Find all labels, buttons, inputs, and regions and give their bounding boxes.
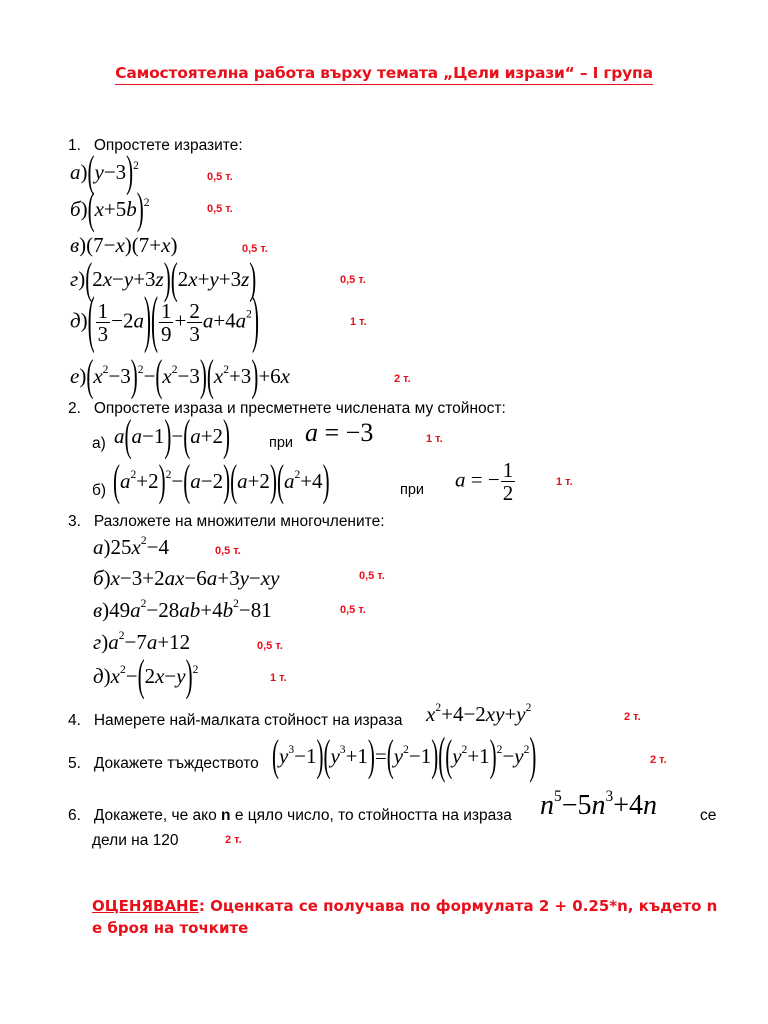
expr-1b: $б)(x+5b)^2$ xyxy=(70,183,150,234)
expr-5: $(y^3-1)(y^3+1)=(y^2-1)((y^2+1)^2-y^2)$ xyxy=(272,726,537,785)
expr-4: $x^2+4-2xy+y^2$ xyxy=(426,702,532,726)
grading-note: ОЦЕНЯВАНЕ: Оценката се получава по формулата 2 + 0.25*n, където n е броя на точките xyxy=(92,897,718,937)
expr-3d: $г)a^2-7a+12$ xyxy=(93,630,191,654)
question-6: 6. Докажете, че ако n е цяло число, то стойността на израза xyxy=(68,807,512,824)
points-3d: 0,5 т. xyxy=(257,640,283,652)
points-4: 2 т. xyxy=(624,711,641,723)
q2a-label: а) xyxy=(92,435,106,452)
expr-2b: $(a^2+2)^2-(a-2)(a+2)(a^2+4)$ xyxy=(113,455,330,506)
expr-1f: $е)(x^2-3)^2-(x^2-3)(x^2+3)+6x$ xyxy=(70,350,290,401)
question-6-line2: дели на 120 xyxy=(92,832,179,849)
points-1c: 0,5 т. xyxy=(242,243,268,255)
q2b-label: б) xyxy=(92,482,107,499)
question-1: 1. Опростете изразите: xyxy=(68,137,243,154)
q2a-value: a = −3 xyxy=(305,418,374,447)
expr-1c: в)(7−x)(7+x) xyxy=(70,233,178,257)
points-3e: 1 т. xyxy=(270,672,287,684)
points-3b: 0,5 т. xyxy=(359,570,385,582)
q2b-value: a = − $\frac{1}{2}$ xyxy=(455,458,514,506)
points-3c: 0,5 т. xyxy=(340,604,366,616)
q2a-pri: при xyxy=(269,435,294,451)
expr-3b: б)x−3+2ax−6a+3y−xy xyxy=(93,566,280,590)
question-4: 4. Намерете най-малката стойност на израза xyxy=(68,712,403,729)
points-2a: 1 т. xyxy=(426,433,443,445)
expr-3e: $д)x^2-(2x-y)^2$ xyxy=(93,650,199,701)
points-1e: 1 т. xyxy=(350,316,367,328)
points-1a: 0,5 т. xyxy=(207,171,233,183)
question-3: 3. Разложете на множители многочлените: xyxy=(68,513,385,530)
q2b-pri: при xyxy=(400,482,425,498)
points-1d: 0,5 т. xyxy=(340,274,366,286)
expr-3c: $в)49a^2-28ab+4b^2-81$ xyxy=(93,598,272,622)
expr-1a: $а)(y-3)^2$ xyxy=(70,146,139,197)
points-6: 2 т. xyxy=(225,834,242,846)
points-1f: 2 т. xyxy=(394,373,411,385)
expr-6: $n^5-5n^3+4n$ xyxy=(540,787,657,821)
expr-3a: $а)25x^2-4$ xyxy=(93,535,169,559)
question-2: 2. Опростете израза и пресметнете числената му стойност: xyxy=(68,400,506,417)
expr-2a: a(a−1)−(a+2) xyxy=(114,410,231,461)
worksheet-title: Самостоятелна работа върху темата „Цели изрази“ – I група xyxy=(0,64,768,82)
expr-1e: д)( $\frac{1}{3}$ −2a)( $\frac{1}{9}$ + $\frac{2}{3}$ $a+4a^2$) xyxy=(70,283,259,356)
points-1b: 0,5 т. xyxy=(207,203,233,215)
question-5: 5. Докажете тъждеството xyxy=(68,755,259,772)
points-3a: 0,5 т. xyxy=(215,545,241,557)
points-5: 2 т. xyxy=(650,754,667,766)
points-2b: 1 т. xyxy=(556,476,573,488)
question-6-tail: се xyxy=(700,807,717,824)
expr-1d: г)(2x−y+3z)(2x+y+3z) xyxy=(70,253,257,304)
